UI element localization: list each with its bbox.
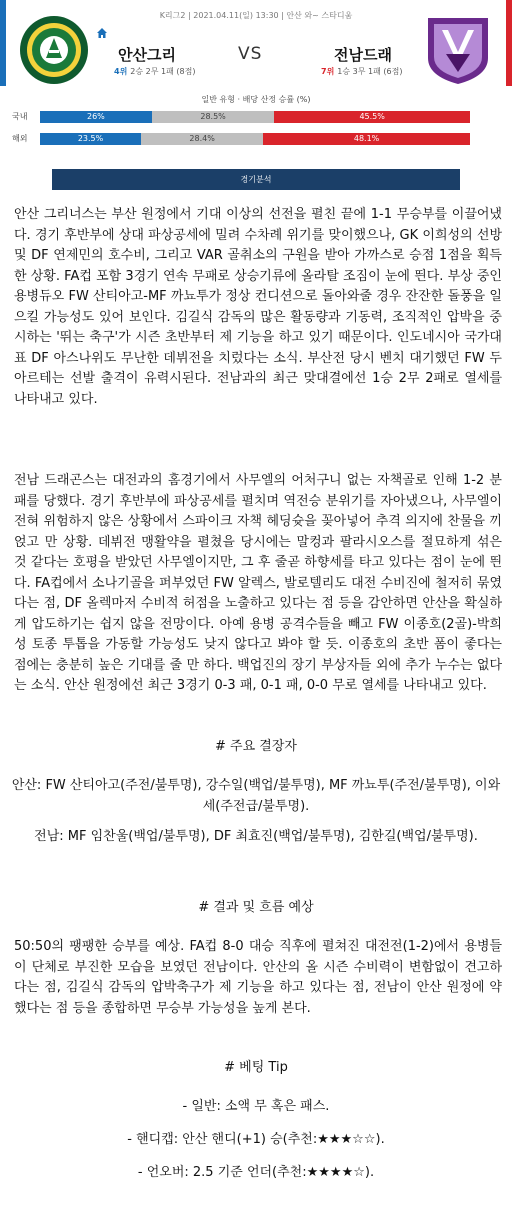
tip-over-under: - 언오버: 2.5 기준 언더(추천:★★★★☆). (137, 1165, 375, 1180)
odds-row-overseas (12, 133, 470, 145)
home-record (114, 66, 195, 77)
away-rank: 7위 (321, 67, 335, 76)
odds-row-label: 국내 (12, 112, 28, 121)
match-meta: K리그2 | 2021.04.11(일) 13:30 | 안산 와~ 스타디움 (159, 11, 353, 20)
tip-general: - 일반: 소액 무 혹은 패스. (182, 1099, 330, 1114)
odds-away-segment: 45.5% (274, 111, 470, 123)
odds-title: 일반 유형 · 배당 산정 승률 (%) (201, 95, 311, 104)
home-rank: 4위 (114, 67, 128, 76)
home-absentees: 안산: FW 산티아고(주전/불투명), 강수일(백업/불투명), MF 까뇨투(주전/불투명), 이와세(주전급/불투명). (11, 778, 501, 814)
absentees-heading: # 주요 결장자 (215, 739, 297, 754)
forecast-heading: # 결과 및 흐름 예상 (198, 900, 314, 915)
home-team-analysis: 안산 그리너스는 부산 원정에서 기대 이상의 선전을 펼친 끝에 1-1 무승부를 이끌어냈다. 경기 후반부에 상대 파상공세에 밀려 수차례 위기를 맞이했으나, GK 이희성의 선방 및 DF 연제민의 호수비, 그리고 VAR 골취소의 구원을 받아 가까스로 승점 1점을 획득한 상황. FA컵 포함 3경기 연속 무패로 상승기류에 올라탈 조짐이 눈에 띈다. 부상 중인 용병듀오 FW 산티아고-MF 까뇨투가 정상 컨디션으로 돌아와줄 경우 잔잔한 돌풍을 일으킬 가능성도 있어 보인다. 김길식 감독의 많은 활동량과 기동력, 조직적인 압박을 중시하는 '뛰는 축구'가 시즌 초반부터 제 기능을 하고 있기 때문이다. 인도네시아 국가대표 DF 아스나위도 무난한 데뷔전을 치렀다는 소식. 부산전 당시 벤치 대기했던 FW 두아르테는 선발 출격이 유력시된다. 전남과의 최근 맞대결에선 1승 2무 2패로 열세를 나타내고 있다. (14, 207, 502, 407)
analysis-tab[interactable]: 경기분석 (52, 169, 460, 190)
odds-draw-segment: 28.5% (152, 111, 275, 123)
odds-draw-segment: 28.4% (141, 133, 263, 145)
home-team-logo (18, 14, 90, 86)
betting-tip-heading: # 베팅 Tip (224, 1060, 288, 1075)
away-team-analysis: 전남 드래곤스는 대전과의 홈경기에서 사무엘의 어처구니 없는 자책골로 인해 1-2 분패를 당했다. 경기 후반부에 파상공세를 펼치며 역전승 분위기를 자아냈으나, 사무엘이 전혀 위험하지 않은 상황에서 스파이크 자책 헤딩슛을 꽂아넣어 추격 의지에 찬물을 끼얹고 만 상황. 데뷔전 맹활약을 펼쳤을 당시에는 말컹과 팔라시오스를 절묘하게 섞은 것 같다는 호평을 받았던 사무엘이지만, 그 후 줄곧 하향세를 타고 있다는 점이 눈에 띈다. FA컵에서 소나기골을 퍼부었던 FW 알렉스, 발로텔리도 대전 수비진에 철저히 묶였다는 점, DF 올렉마저 수비적 허점을 노출하고 있다는 점 등을 감안하면 안산을 확실하게 압도하기는 쉽지 않을 전망이다. 아예 용병 공격수들을 빼고 FW 이종호(2골)-박희성 토종 투톱을 가동할 가능성도 낮지 않다고 봐야 할 듯. 이종호의 초반 폼이 좋다는 점에는 충분히 높은 기대를 줄 만 하다. 백업진의 장기 부상자들 외에 추가 누수는 없다는 소식. 안산 원정에선 최근 3경기 0-3 패, 0-1 패, 0-0 무로 열세를 나타내고 있다. (14, 473, 502, 693)
home-icon (96, 27, 108, 39)
forecast-text: 50:50의 팽팽한 승부를 예상. FA컵 8-0 대승 직후에 펼쳐진 대전전(1-2)에서 용병들이 단체로 부진한 모습을 보였던 전남이다. 안산의 올 시즌 수비력이 변함없이 견고하다는 점, 김길식 감독의 압박축구가 제 기능을 하고 있다는 점, 전남이 안산 원정에 약했다는 점 등을 종합하면 무승부 가능성을 높게 본다. (14, 939, 502, 1016)
odds-away-segment: 48.1% (263, 133, 470, 145)
odds-row-label: 해외 (12, 134, 28, 143)
versus-label: VS (238, 44, 263, 64)
odds-home-segment: 26% (40, 111, 152, 123)
home-team-name: 안산그리 (118, 46, 176, 64)
away-team-logo (422, 14, 494, 86)
odds-row-domestic (12, 111, 470, 123)
away-absentees: 전남: MF 임찬울(백업/불투명), DF 최효진(백업/불투명), 김한길(백업/불투명). (34, 829, 478, 844)
home-record-text: 2승 2무 1패 (8점) (130, 67, 196, 76)
away-record-text: 1승 3무 1패 (6점) (337, 67, 403, 76)
away-team-name: 전남드래 (334, 46, 392, 64)
match-card (0, 0, 512, 190)
odds-home-segment: 23.5% (40, 133, 141, 145)
tip-handicap: - 핸디캡: 안산 핸디(+1) 승(추천:★★★☆☆). (127, 1132, 385, 1147)
away-record (321, 66, 402, 77)
